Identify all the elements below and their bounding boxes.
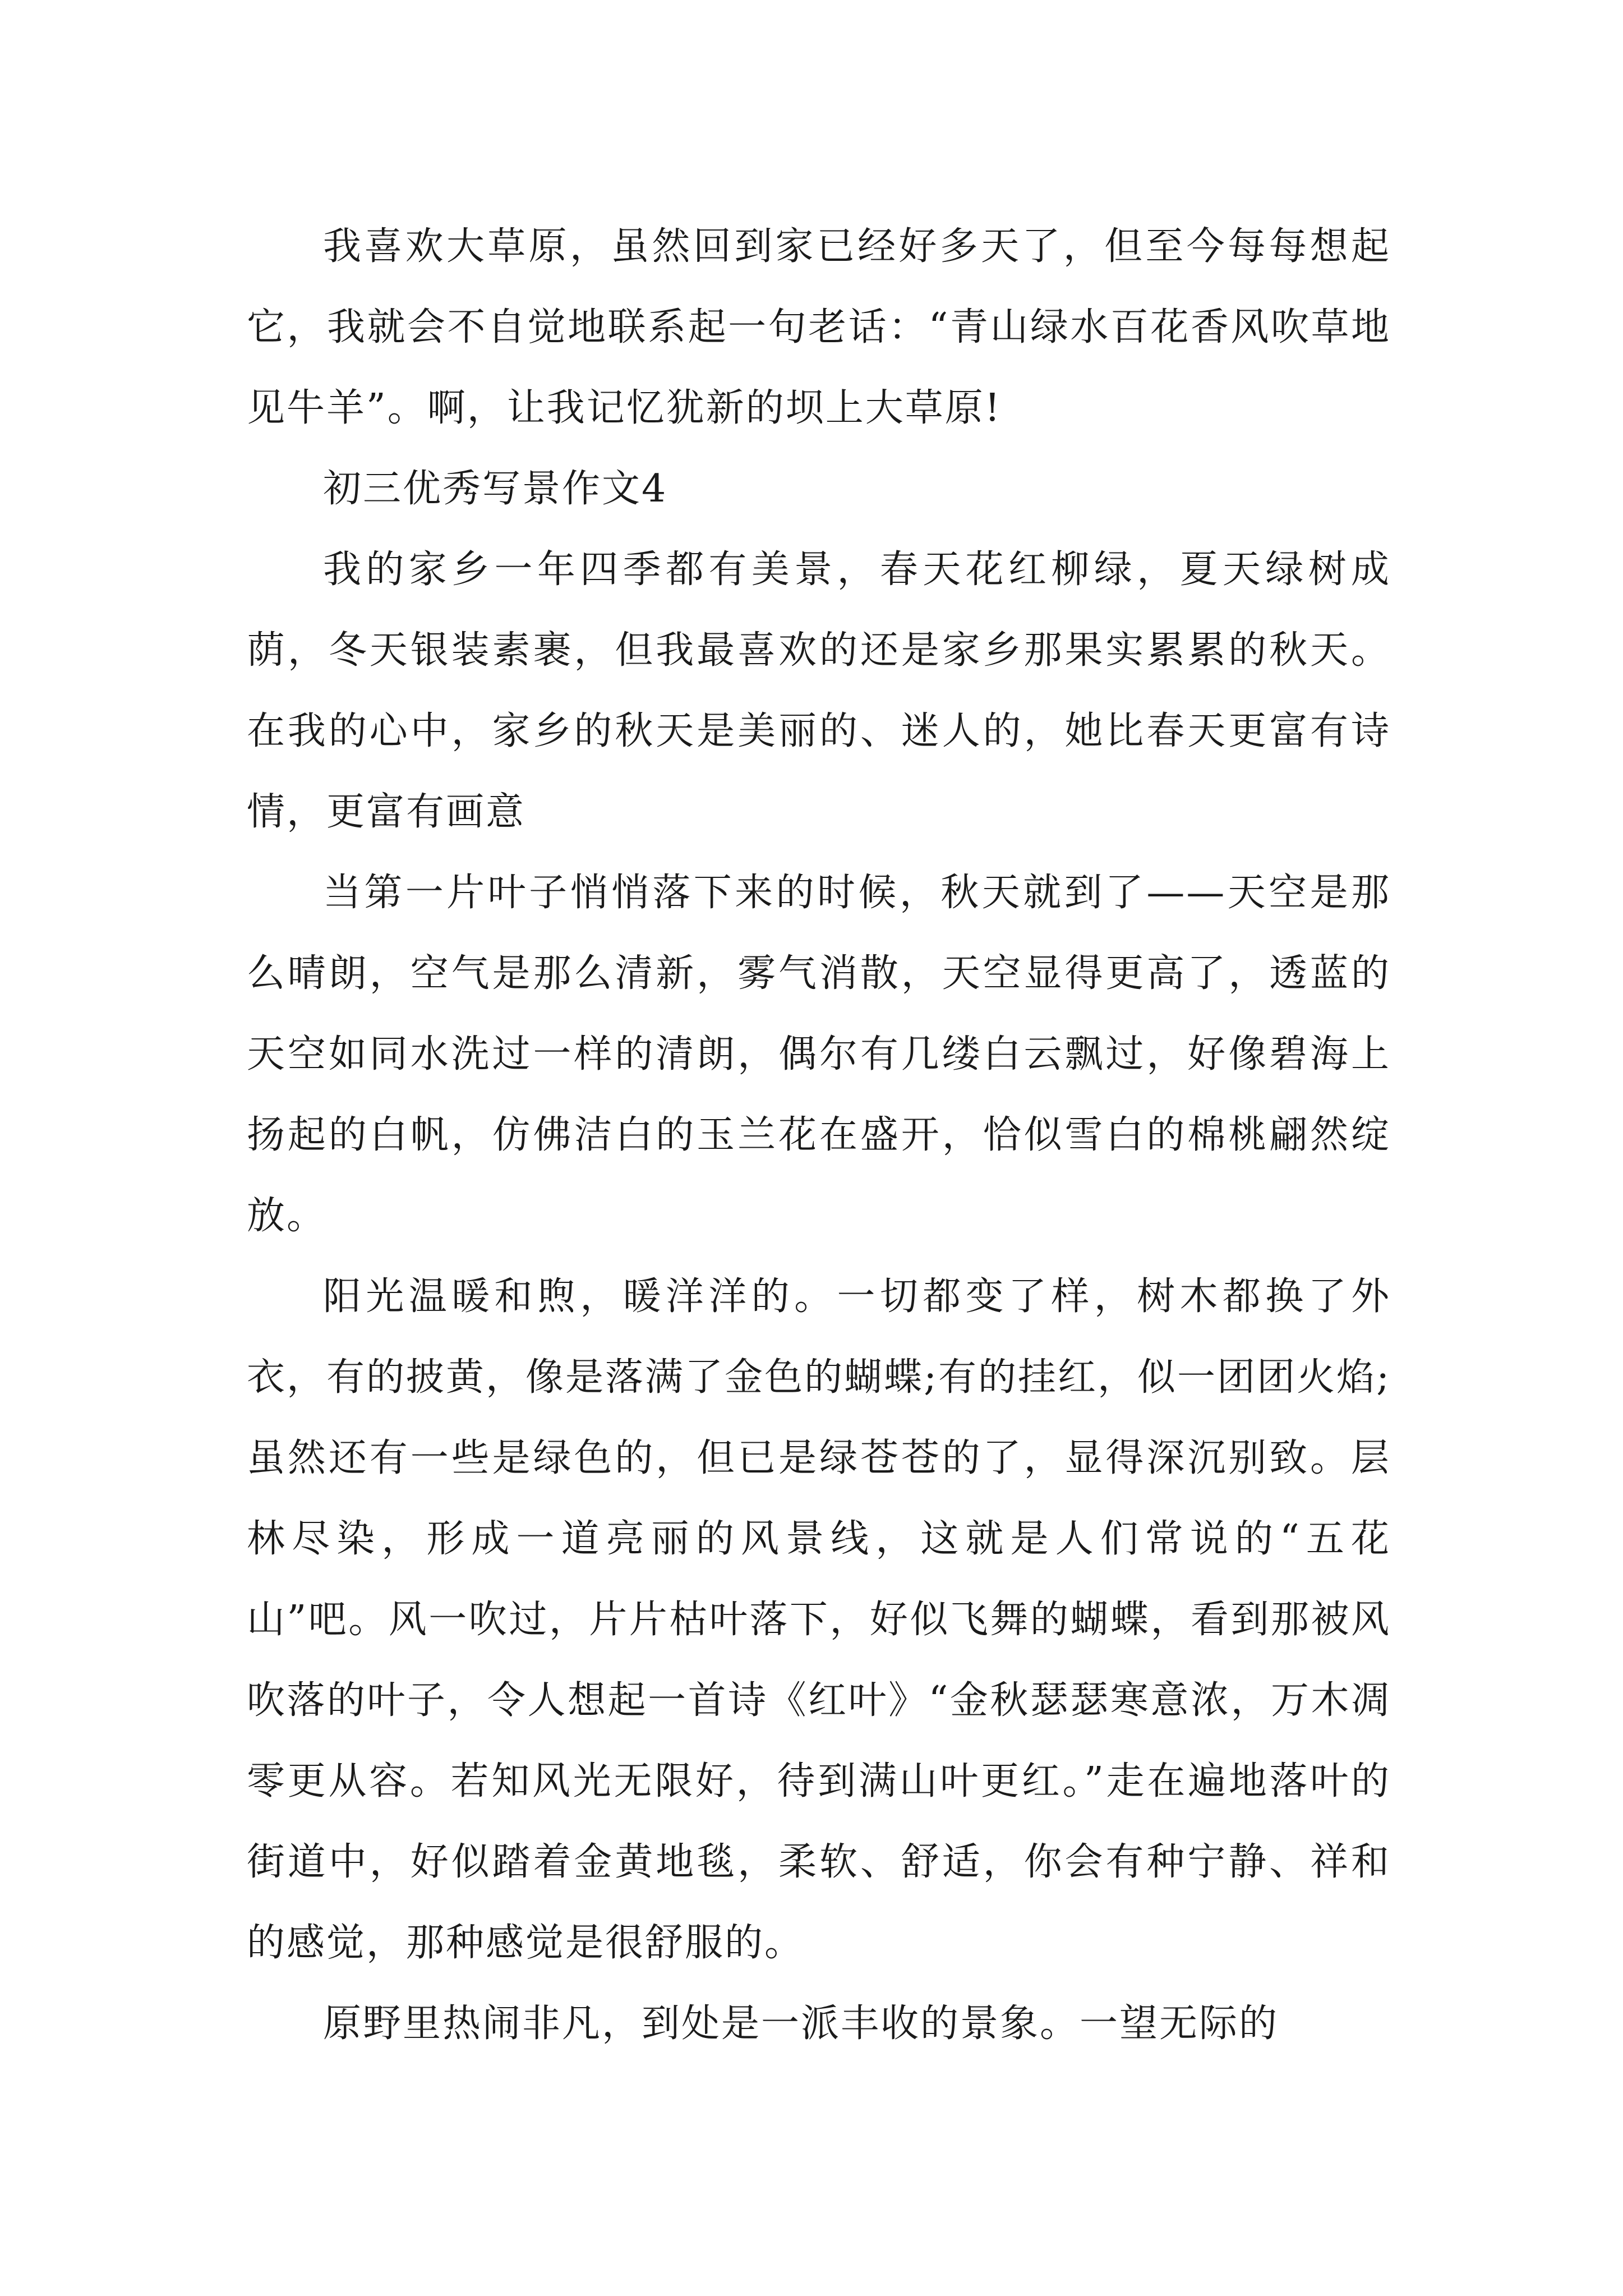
essay-heading: 初三优秀写景作文4 bbox=[323, 467, 668, 511]
document-body bbox=[247, 206, 1391, 2064]
paragraph-autumn-trees: 阳光温暖和煦，暖洋洋的。一切都变了样，树木都换了外衣，有的披黄，像是落满了金色的蝴蝶;有的挂红，似一团团火焰;虽然还有一些是绿色的，但已是绿苍苍的了，显得深沉别致。层林尽染，形成一道亮丽的风景线，这就是人们常说的“五花山”吧。风一吹过，片片枯叶落下，好似飞舞的蝴蝶，看到那被风吹落的叶子，令人想起一首诗《红叶》“金秋瑟瑟寒意浓，万木凋零更从容。若知风光无限好，待到满山叶更红。”走在遍地落叶的街道中，好似踏着金黄地毯，柔软、舒适，你会有种宁静、祥和的感觉，那种感觉是很舒服的。 bbox=[247, 1274, 1391, 1965]
paragraph-autumn-sky: 当第一片叶子悄悄落下来的时候，秋天就到了——天空是那么晴朗，空气是那么清新，雾气消散，天空显得更高了，透蓝的天空如同水洗过一样的清朗，偶尔有几缕白云飘过，好像碧海上扬起的白帆，仿佛洁白的玉兰花在盛开，恰似雪白的棉桃翩然绽放。 bbox=[247, 871, 1391, 1238]
paragraph-grassland-ending: 我喜欢大草原，虽然回到家已经好多天了，但至今每每想起它，我就会不自觉地联系起一句老话：“青山绿水百花香风吹草地见牛羊”。啊，让我记忆犹新的坝上大草原! bbox=[247, 224, 1391, 430]
paragraph-fields: 原野里热闹非凡，到处是一派丰收的景象。一望无际的 bbox=[323, 2001, 1279, 2046]
paragraph-hometown-intro: 我的家乡一年四季都有美景，春天花红柳绿，夏天绿树成荫，冬天银装素裹，但我最喜欢的还是家乡那果实累累的秋天。在我的心中，家乡的秋天是美丽的、迷人的，她比春天更富有诗情，更富有画意 bbox=[247, 547, 1391, 834]
